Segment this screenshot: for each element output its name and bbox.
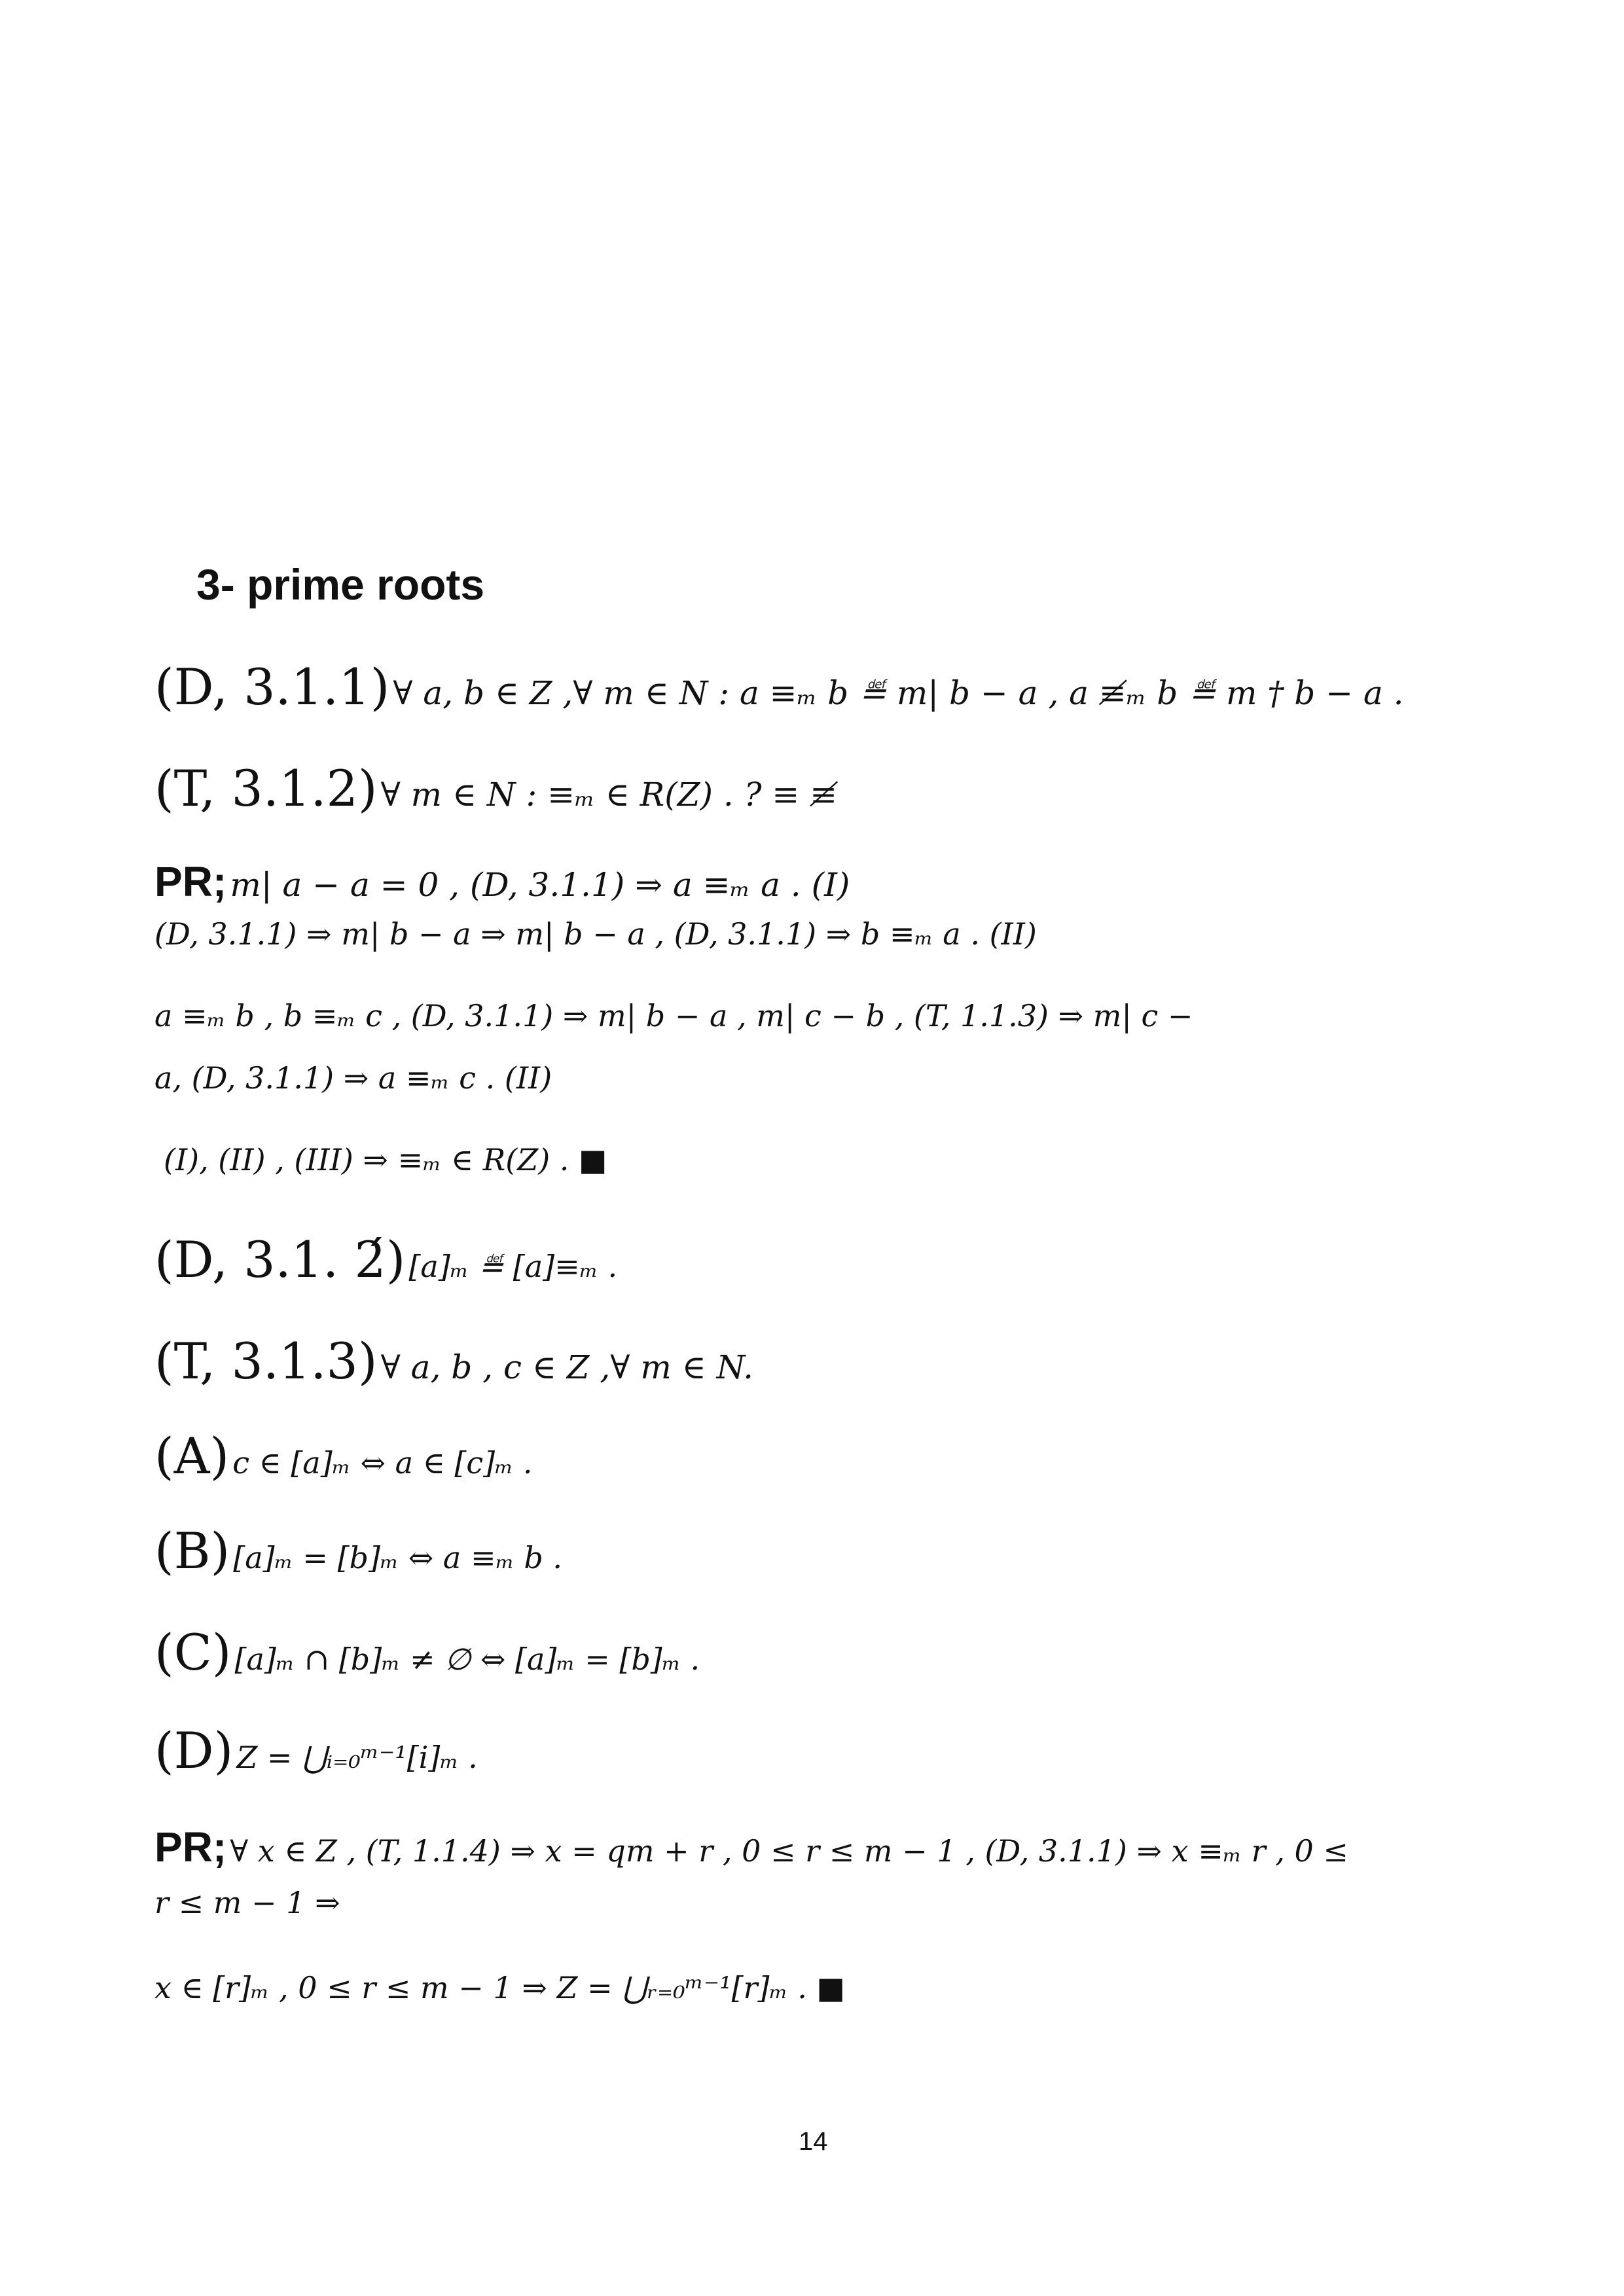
line-text: [a]ₘ ≝ [a]≡ₘ . <box>408 1249 618 1284</box>
label: (B) <box>154 1522 230 1580</box>
definition-3-1-1 <box>154 658 1403 716</box>
line-text: ∀ m ∈ N : ≡ₘ ∈ R(Z) . ? ≡ ≢ <box>380 776 838 814</box>
line-text: ∀ x ∈ Z , (T, 1.1.4) ⇒ x = qm + r , 0 ≤ r ≤ m − 1 , (D, 3.1.1) ⇒ x ≡ₘ r , 0 ≤ <box>230 1833 1348 1869</box>
line-text: Z = ⋃ᵢ₌₀ᵐ⁻¹[i]ₘ . <box>236 1740 478 1775</box>
part-d <box>154 1721 478 1780</box>
label: (D, 3.1. 2́) <box>154 1230 406 1289</box>
label: (D, 3.1.1) <box>154 658 390 716</box>
proof-line-2: (D, 3.1.1) ⇒ m| b − a ⇒ m| b − a , (D, 3.1.1) ⇒ b ≡ₘ a . (II) <box>154 916 1037 952</box>
proof-line-4: a, (D, 3.1.1) ⇒ a ≡ₘ c . (II) <box>154 1060 552 1096</box>
proof-line-1 <box>154 857 850 906</box>
theorem-3-1-3 <box>154 1332 753 1390</box>
label: (A) <box>154 1427 230 1485</box>
line-text: [a]ₘ = [b]ₘ ⇔ a ≡ₘ b . <box>233 1540 563 1575</box>
label: (T, 3.1.3) <box>154 1332 378 1390</box>
line-text: m| a − a = 0 , (D, 3.1.1) ⇒ a ≡ₘ a . (I) <box>230 866 850 904</box>
part-b <box>154 1522 562 1580</box>
label: (D) <box>154 1721 234 1780</box>
theorem-3-1-2 <box>154 759 837 817</box>
line-text: ∀ a, b ∈ Z ,∀ m ∈ N : a ≡ₘ b ≝ m| b − a , a ≢ₘ b ≝ m † b − a . <box>393 674 1404 712</box>
proof-label: PR; <box>154 858 227 905</box>
page-number: 14 <box>799 2127 828 2156</box>
line-text: ∀ a, b , c ∈ Z ,∀ m ∈ N. <box>380 1348 754 1386</box>
line-text: [a]ₘ ∩ [b]ₘ ≠ ∅ ⇔ [a]ₘ = [b]ₘ . <box>234 1641 700 1677</box>
definition-3-1-2-prime <box>154 1230 617 1289</box>
part-c <box>154 1623 700 1681</box>
proof-line-8: x ∈ [r]ₘ , 0 ≤ r ≤ m − 1 ⇒ Z = ⋃ᵣ₌₀ᵐ⁻¹[r]ₘ . ■ <box>154 1970 846 2005</box>
line-text: c ∈ [a]ₘ ⇔ a ∈ [c]ₘ . <box>232 1445 533 1480</box>
proof-label: PR; <box>154 1823 227 1871</box>
section-heading: 3- prime roots <box>196 560 485 609</box>
proof-line-7: r ≤ m − 1 ⇒ <box>154 1885 340 1920</box>
proof-line-6 <box>154 1823 1348 1871</box>
label: (T, 3.1.2) <box>154 759 378 817</box>
label: (C) <box>154 1623 232 1681</box>
proof-line-3: a ≡ₘ b , b ≡ₘ c , (D, 3.1.1) ⇒ m| b − a , m| c − b , (T, 1.1.3) ⇒ m| c − <box>154 998 1193 1033</box>
part-a <box>154 1427 532 1485</box>
proof-line-5: (I), (II) , (III) ⇒ ≡ₘ ∈ R(Z) . ■ <box>164 1142 607 1177</box>
